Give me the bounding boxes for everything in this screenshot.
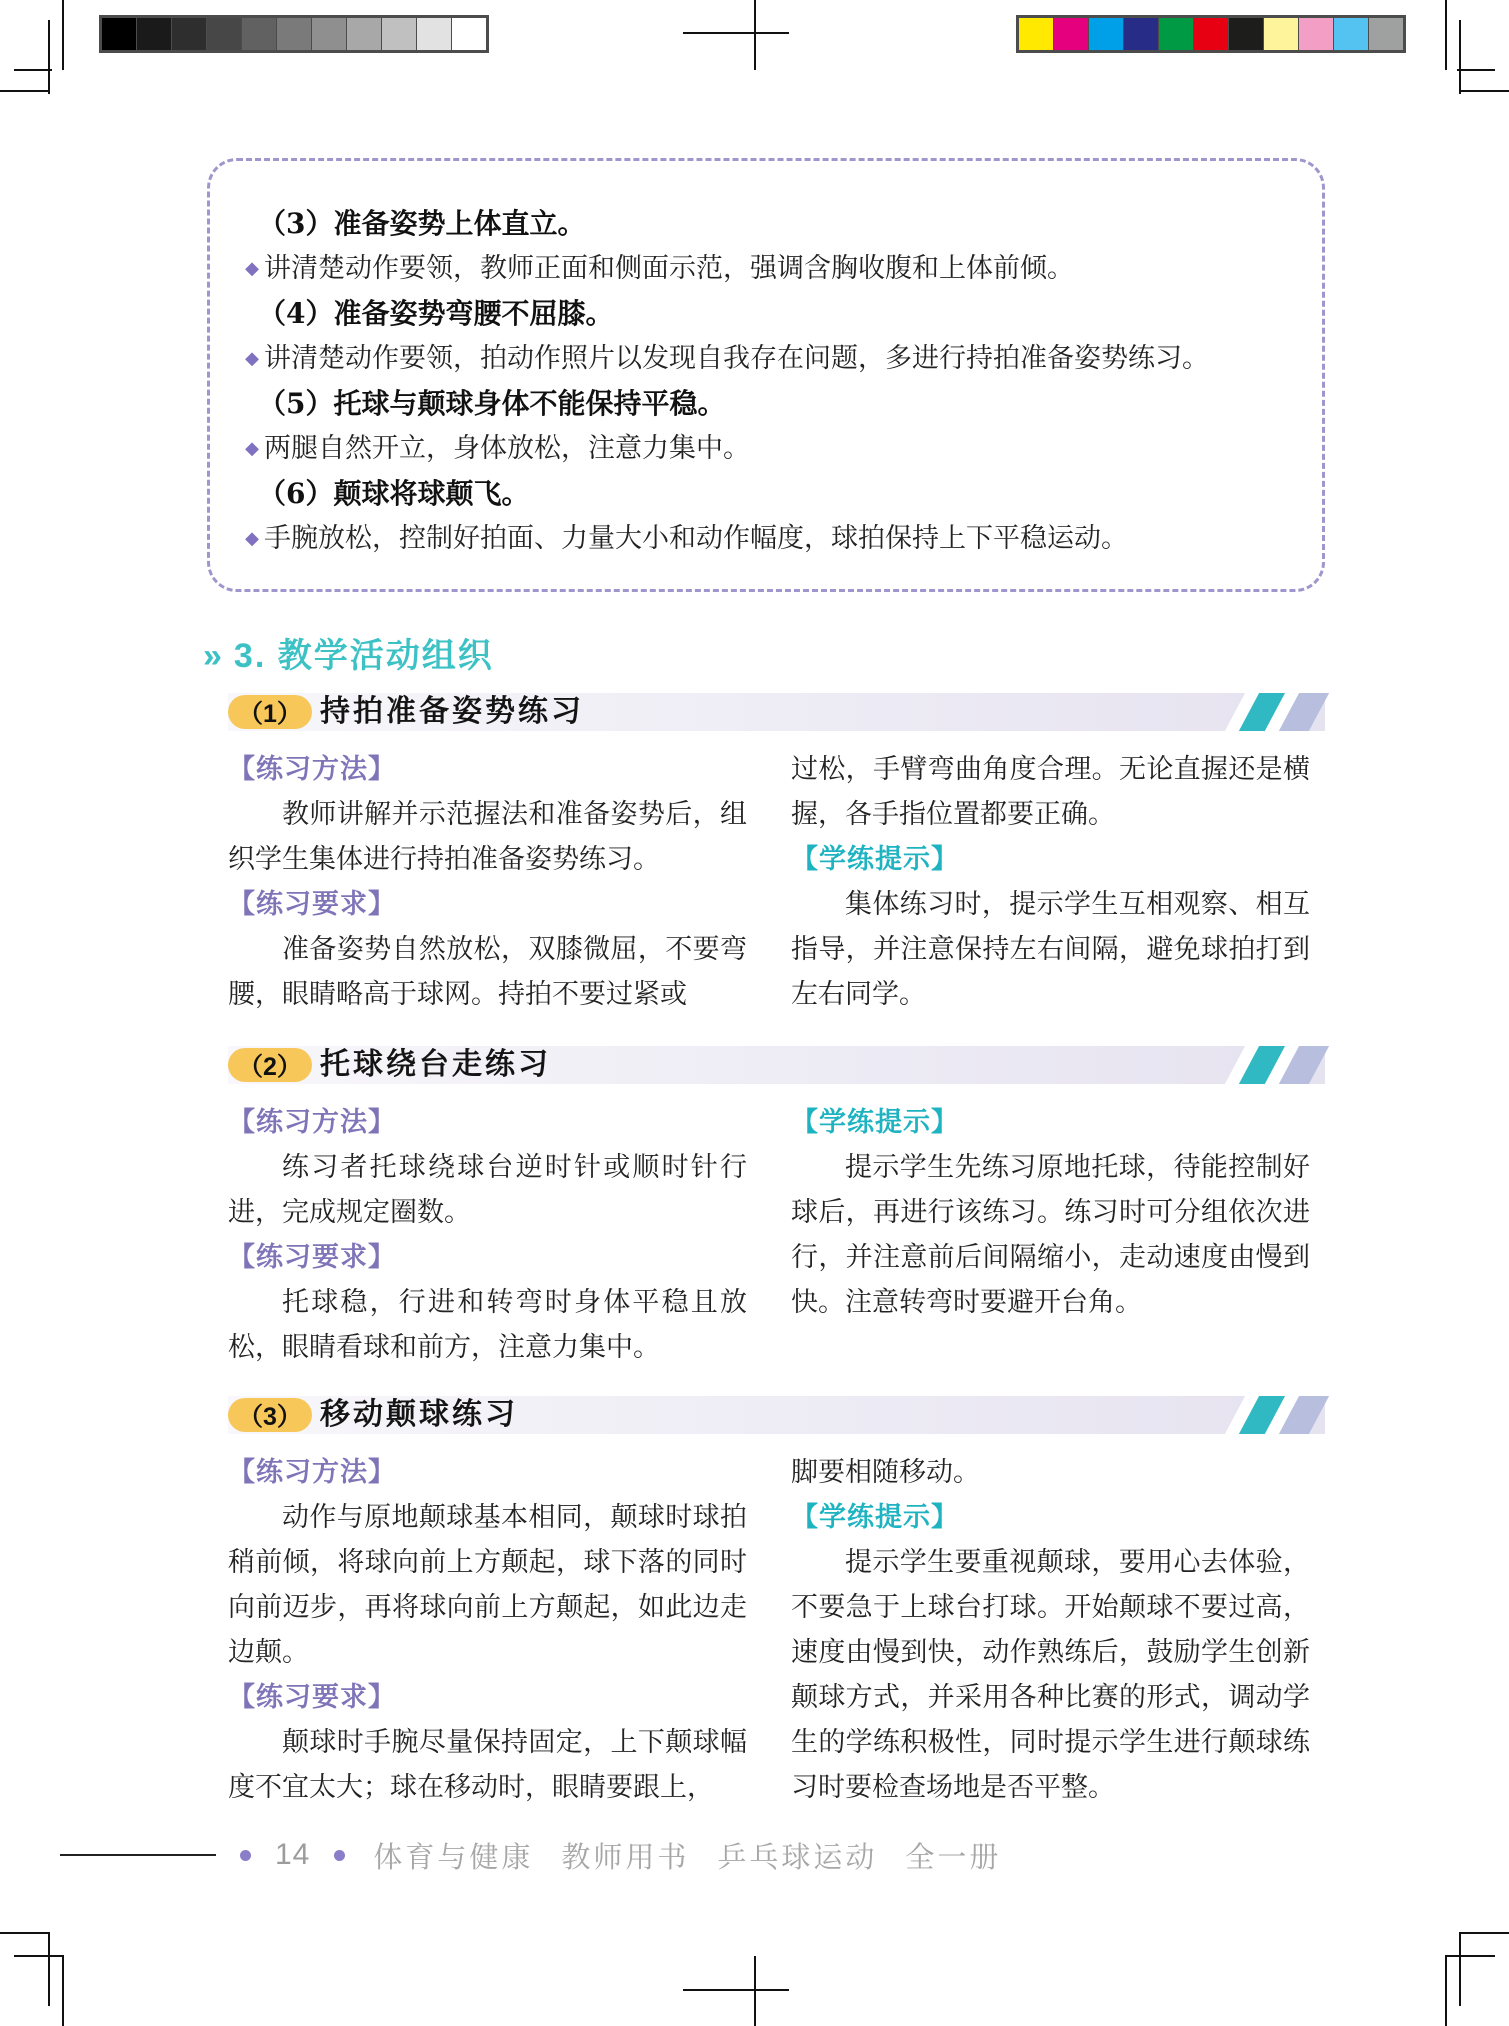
body-paragraph: 集体练习时，提示学生互相观察、相互指导，并注意保持左右间隔，避免球拍打到左右同学。 [791,889,1310,1010]
subsection [228,1396,1325,1810]
grayscale-swatch [102,18,136,50]
bracket-label: 【练习要求】 [228,1682,396,1712]
error-point-heading: （4）准备姿势弯腰不屈膝。 [258,297,614,330]
error-point-tip-text: 讲清楚动作要领，拍动作照片以发现自我存在问题，多进行持拍准备姿势练习。 [264,343,1209,374]
error-point-tip [240,336,1294,381]
body-paragraph: 过松，手臂弯曲角度合理。无论直握还是横握，各手指位置都要正确。 [791,754,1310,830]
color-swatch [1089,18,1123,50]
bracket-label: 【练习方法】 [228,754,396,784]
column-right [791,1100,1310,1370]
body-paragraph: 准备姿势自然放松，双膝微屈，不要弯腰，眼睛略高于球网。持拍不要过紧或 [228,934,747,1010]
diamond-bullet-icon: ◆ [245,438,259,458]
grayscale-swatch [277,18,311,50]
grayscale-swatch [382,18,416,50]
color-swatch [1299,18,1333,50]
color-calibration-bar [1016,15,1406,53]
grayscale-swatch [242,18,276,50]
color-swatch [1019,18,1053,50]
grayscale-swatch [137,18,171,50]
column-left [228,747,747,1017]
subsection-number-pill: （2） [228,1048,312,1082]
diamond-bullet-icon: ◆ [245,258,259,278]
color-swatch [1124,18,1158,50]
grayscale-swatch [452,18,486,50]
body-paragraph: 脚要相随移动。 [791,1457,980,1488]
common-errors-box [207,158,1325,592]
subsection-header-bar [228,1046,1325,1084]
body-paragraph: 托球稳，行进和转弯时身体平稳且放松，眼睛看球和前方，注意力集中。 [228,1287,747,1363]
subsection-number-pill: （1） [228,695,312,729]
two-column-text [228,1100,1325,1370]
subsection-title: 持拍准备姿势练习 [320,694,584,729]
subsection-title: 移动颠球练习 [320,1397,518,1432]
error-point-tip [240,246,1294,291]
bracket-label: 【学练提示】 [791,1502,959,1532]
column-left [228,1450,747,1810]
footer-labels [345,1835,1001,1876]
bracket-label: 【练习方法】 [228,1107,396,1137]
error-point-tip-text: 两腿自然开立，身体放松，注意力集中。 [264,433,750,464]
subsection [228,693,1325,1017]
body-paragraph: 提示学生先练习原地托球，待能控制好球后，再进行该练习。练习时可分组依次进行，并注意前后间隔缩小，走动速度由慢到快。注意转弯时要避开台角。 [791,1152,1310,1318]
color-swatch [1334,18,1368,50]
subsection-header-bar [228,693,1325,731]
section-heading [203,628,494,677]
page-footer [60,1838,1001,1872]
grayscale-swatch [312,18,346,50]
error-point-tip-text: 讲清楚动作要领，教师正面和侧面示范，强调含胸收腹和上体前倾。 [264,253,1074,284]
error-point-tip-text: 手腕放松，控制好拍面、力量大小和动作幅度，球拍保持上下平稳运动。 [264,523,1128,554]
body-paragraph: 动作与原地颠球基本相同，颠球时球拍稍前倾，将球向前上方颠起，球下落的同时向前迈步，再将球向前上方颠起，如此边走边颠。 [228,1502,747,1668]
column-right [791,747,1310,1017]
footer-bullet-icon [240,1850,251,1861]
body-paragraph: 提示学生要重视颠球，要用心去体验，不要急于上球台打球。开始颠球不要过高，速度由慢到快，动作熟练后，鼓励学生创新颠球方式，并采用各种比赛的形式，调动学生的学练积极性，同时提示学生进行颠球练习时要检查场地是否平整。 [791,1547,1310,1803]
subsection-header-bar [228,1396,1325,1434]
bracket-label: 【学练提示】 [791,1107,959,1137]
color-swatch [1194,18,1228,50]
body-paragraph: 练习者托球绕球台逆时针或顺时针行进，完成规定圈数。 [228,1152,747,1228]
color-swatch [1054,18,1088,50]
bracket-label: 【学练提示】 [791,844,959,874]
grayscale-swatch [207,18,241,50]
body-paragraph: 教师讲解并示范握法和准备姿势后，组织学生集体进行持拍准备姿势练习。 [228,799,747,875]
footer-label: 全一册 [905,1841,1002,1874]
bracket-label: 【练习方法】 [228,1457,396,1487]
body-paragraph: 颠球时手腕尽量保持固定，上下颠球幅度不宜太大；球在移动时，眼睛要跟上， [228,1727,747,1803]
bracket-label: 【练习要求】 [228,1242,396,1272]
error-point-tip [240,426,1294,471]
color-swatch [1159,18,1193,50]
error-point-heading: （3）准备姿势上体直立。 [258,207,586,240]
footer-rule [60,1854,216,1856]
error-point-heading: （5）托球与颠球身体不能保持平稳。 [258,387,726,420]
footer-bullet-icon [334,1850,345,1861]
column-left [228,1100,747,1370]
bracket-label: 【练习要求】 [228,889,396,919]
grayscale-swatch [172,18,206,50]
subsection-number-pill: （3） [228,1398,312,1432]
section-heading-text: 3. 教学活动组织 [233,637,494,675]
footer-label: 教师用书 [561,1841,690,1874]
error-point-tip [240,516,1294,561]
color-swatch [1229,18,1263,50]
grayscale-swatch [417,18,451,50]
grayscale-calibration-bar [99,15,489,53]
diamond-bullet-icon: ◆ [245,528,259,548]
grayscale-swatch [347,18,381,50]
chevron-marker-icon: » [203,637,224,675]
subsection-title: 托球绕台走练习 [320,1047,551,1082]
color-swatch [1369,18,1403,50]
two-column-text [228,747,1325,1017]
error-point-heading: （6）颠球将球颠飞。 [258,477,530,510]
color-swatch [1264,18,1298,50]
subsection [228,1046,1325,1370]
two-column-text [228,1450,1325,1810]
page-number: 14 [275,1838,311,1871]
diamond-bullet-icon: ◆ [245,348,259,368]
footer-label: 乒乓球运动 [717,1841,878,1874]
column-right [791,1450,1310,1810]
footer-label: 体育与健康 [373,1841,534,1874]
